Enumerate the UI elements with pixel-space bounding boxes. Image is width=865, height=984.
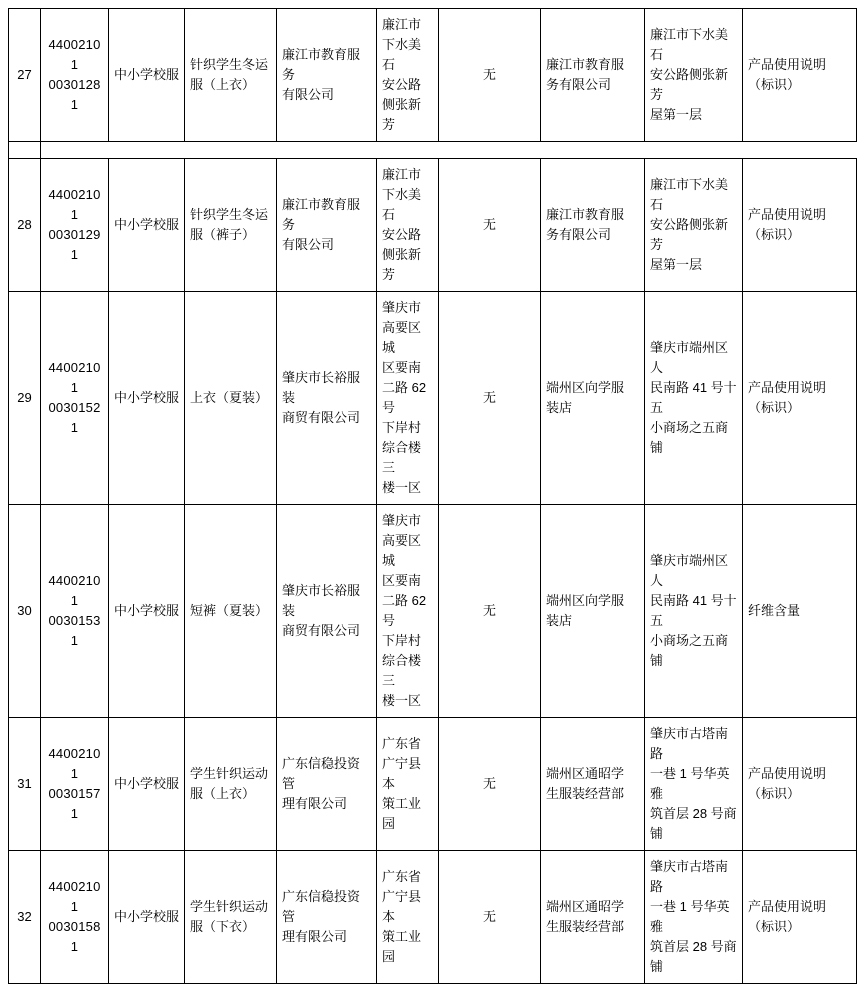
cell-producer-address: 肇庆市高要区城 区要南二路 62 号 下岸村综合楼三 楼一区 <box>377 505 439 718</box>
cell-seller-address: 廉江市下水美石 安公路侧张新芳 屋第一层 <box>645 159 743 292</box>
cell-producer: 肇庆市长裕服装 商贸有限公司 <box>277 292 377 505</box>
cell-unqualified-item: 产品使用说明 （标识） <box>743 851 857 984</box>
cell-sample-code: 44002101 00301581 <box>41 851 109 984</box>
cell-product-type: 中小学校服 <box>109 851 185 984</box>
cell-producer: 广东信稳投资管 理有限公司 <box>277 851 377 984</box>
table-row <box>9 9 857 142</box>
cell-seller-address: 肇庆市古塔南路 一巷 1 号华英雅 筑首层 28 号商铺 <box>645 851 743 984</box>
cell-product-type: 中小学校服 <box>109 9 185 142</box>
table-row <box>9 505 857 718</box>
cell-index: 32 <box>9 851 41 984</box>
cell-producer-address: 廉江市下水美石 安公路侧张新芳 <box>377 9 439 142</box>
cell-producer: 肇庆市长裕服装 商贸有限公司 <box>277 505 377 718</box>
cell-producer-address: 广东省广宁县本 策工业园 <box>377 718 439 851</box>
cell-unqualified-item: 产品使用说明 （标识） <box>743 159 857 292</box>
cell-unqualified-item: 产品使用说明 （标识） <box>743 9 857 142</box>
cell-product-name: 短裤（夏装） <box>185 505 277 718</box>
table-row <box>9 851 857 984</box>
inspection-results-table <box>8 8 857 984</box>
table-row <box>9 292 857 505</box>
cell-unqualified-item: 纤维含量 <box>743 505 857 718</box>
cell-producer-address: 廉江市下水美石 安公路侧张新芳 <box>377 159 439 292</box>
page-break-spacer <box>9 142 857 159</box>
cell-product-type: 中小学校服 <box>109 505 185 718</box>
cell-mark: 无 <box>439 851 541 984</box>
cell-seller: 端州区向学服 装店 <box>541 505 645 718</box>
cell-index: 28 <box>9 159 41 292</box>
cell-seller: 廉江市教育服 务有限公司 <box>541 9 645 142</box>
table-row <box>9 718 857 851</box>
cell-seller: 端州区向学服 装店 <box>541 292 645 505</box>
cell-index: 31 <box>9 718 41 851</box>
spacer-cell <box>41 142 743 159</box>
cell-index: 29 <box>9 292 41 505</box>
cell-index: 30 <box>9 505 41 718</box>
cell-sample-code: 44002101 00301571 <box>41 718 109 851</box>
cell-product-type: 中小学校服 <box>109 718 185 851</box>
cell-unqualified-item: 产品使用说明 （标识） <box>743 292 857 505</box>
cell-sample-code: 44002101 00301531 <box>41 505 109 718</box>
cell-mark: 无 <box>439 9 541 142</box>
cell-product-name: 上衣（夏装） <box>185 292 277 505</box>
table-row <box>9 159 857 292</box>
cell-product-type: 中小学校服 <box>109 159 185 292</box>
cell-seller-address: 廉江市下水美石 安公路侧张新芳 屋第一层 <box>645 9 743 142</box>
cell-product-name: 学生针织运动 服（上衣） <box>185 718 277 851</box>
cell-product-name: 针织学生冬运 服（裤子） <box>185 159 277 292</box>
cell-seller: 端州区通昭学 生服装经营部 <box>541 851 645 984</box>
spacer-cell <box>9 142 41 159</box>
cell-producer-address: 肇庆市高要区城 区要南二路 62 号 下岸村综合楼三 楼一区 <box>377 292 439 505</box>
cell-producer: 廉江市教育服务 有限公司 <box>277 9 377 142</box>
cell-seller-address: 肇庆市古塔南路 一巷 1 号华英雅 筑首层 28 号商铺 <box>645 718 743 851</box>
cell-index: 27 <box>9 9 41 142</box>
cell-producer: 广东信稳投资管 理有限公司 <box>277 718 377 851</box>
cell-sample-code: 44002101 00301291 <box>41 159 109 292</box>
cell-mark: 无 <box>439 292 541 505</box>
cell-sample-code: 44002101 00301281 <box>41 9 109 142</box>
cell-producer: 廉江市教育服务 有限公司 <box>277 159 377 292</box>
table-body <box>9 9 857 984</box>
cell-producer-address: 广东省广宁县本 策工业园 <box>377 851 439 984</box>
cell-product-type: 中小学校服 <box>109 292 185 505</box>
cell-seller-address: 肇庆市端州区人 民南路 41 号十五 小商场之五商铺 <box>645 292 743 505</box>
cell-sample-code: 44002101 00301521 <box>41 292 109 505</box>
cell-mark: 无 <box>439 718 541 851</box>
cell-mark: 无 <box>439 159 541 292</box>
cell-seller: 廉江市教育服 务有限公司 <box>541 159 645 292</box>
cell-product-name: 学生针织运动 服（下衣） <box>185 851 277 984</box>
cell-product-name: 针织学生冬运 服（上衣） <box>185 9 277 142</box>
cell-seller-address: 肇庆市端州区人 民南路 41 号十五 小商场之五商铺 <box>645 505 743 718</box>
cell-mark: 无 <box>439 505 541 718</box>
cell-unqualified-item: 产品使用说明 （标识） <box>743 718 857 851</box>
cell-seller: 端州区通昭学 生服装经营部 <box>541 718 645 851</box>
